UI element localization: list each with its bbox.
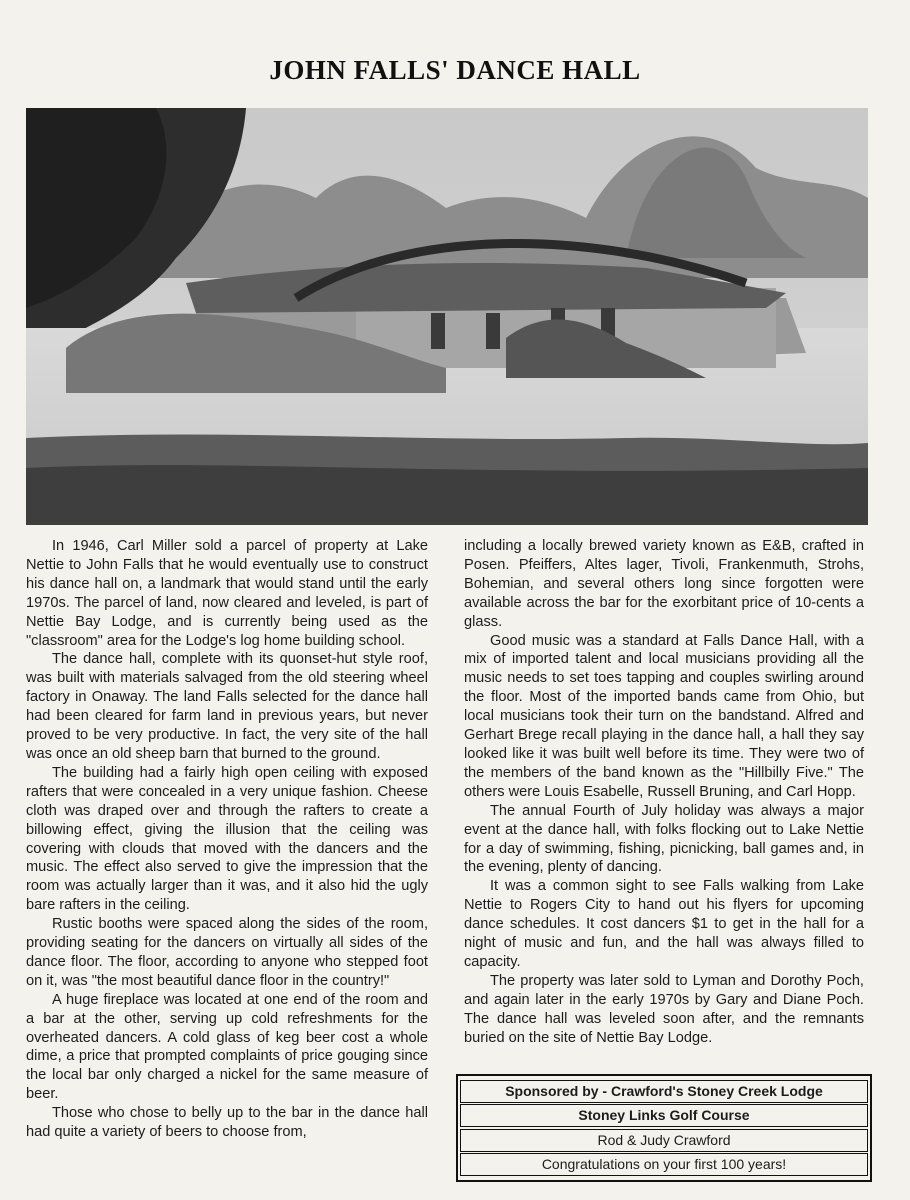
sponsor-line: Congratulations on your first 100 years!	[460, 1153, 868, 1176]
sponsor-box	[456, 1074, 872, 1182]
paragraph: It was a common sight to see Falls walking from Lake Nettie to Rogers City to hand out his flyers for upcoming dance schedules. It cost dancers $1 to get in the hall for a night of music and fun, and the hall was always filled to capacity.	[464, 878, 864, 970]
sponsor-line: Stoney Links Golf Course	[460, 1104, 868, 1127]
photo-image	[26, 108, 868, 525]
paragraph: The annual Fourth of July holiday was always a major event at the dance hall, with folks flocking out to Lake Nettie for a day of swimming, fishing, picnicking, ball games and, in the evening, plenty of dancing.	[464, 802, 864, 876]
paragraph-continued: including a locally brewed variety known as E&B, crafted in Posen. Pfeiffers, Altes lager, Tivoli, Frankenmuth, Strohs, Bohemian, and several others long since forgotten were available across the bar for the exorbitant price of 10-cents a glass.	[464, 538, 864, 630]
paragraph: The building had a fairly high open ceiling with exposed rafters that were concealed in a very unique fashion. Cheese cloth was draped over and through the rafters to create a billowing effect, giving the illusion that the ceiling was covering with clouds that moved with the dancers and the music. The effect also served to give the impression that the room was actually larger than it was, and it also hid the ugly bare rafters in the ceiling.	[26, 764, 428, 914]
paragraph: In 1946, Carl Miller sold a parcel of property at Lake Nettie to John Falls that he would eventually use to construct his dance hall on, a landmark that would stand until the early 1970s. The parcel of land, now cleared and leveled, is part of Nettie Bay Lodge, and is currently being used as the "classroom" area for the Lodge's log home building school.	[26, 538, 428, 649]
page-title: JOHN FALLS' DANCE HALL	[269, 55, 641, 85]
text-column-left	[26, 537, 428, 1142]
paragraph: Rustic booths were spaced along the sides of the room, providing seating for the dancers on virtually all sides of the dance floor. The floor, according to anyone who stepped foot on it, was "the most beautiful dance floor in the country!"	[26, 916, 428, 989]
paragraph: A huge fireplace was located at one end of the room and a bar at the other, serving up cold refreshments for the overheated dancers. A cold glass of keg beer cost a whole dime, a price that prompted complaints of price gouging since the local bar only charged a nickel for the same measure of beer.	[26, 991, 428, 1103]
sponsor-line: Rod & Judy Crawford	[460, 1129, 868, 1152]
paragraph: Good music was a standard at Falls Dance Hall, with a mix of imported talent and local musicians providing all the music needs to set toes tapping and couples swirling around the floor. Most of the imported bands came from Ohio, but local musicians took their turn on the bandstand. Alfred and Gerhart Brege recall playing in the dance hall, a hall they say looked like it was built well before its time. They were two of the members of the band known as the "Hillbilly Five." The others were Louis Esabelle, Russell Bruning, and Carl Hopp.	[464, 632, 864, 800]
paragraph: Those who chose to belly up to the bar in the dance hall had quite a variety of beers to choose from,	[26, 1105, 428, 1141]
dance-hall-photo	[26, 108, 868, 525]
paragraph: The property was later sold to Lyman and Dorothy Poch, and again later in the early 1970s by Gary and Diane Poch. The dance hall was leveled soon after, and the remnants buried on the site of Nettie Bay Lodge.	[464, 972, 864, 1046]
text-column-right	[464, 537, 864, 1047]
sponsor-line: Sponsored by - Crawford's Stoney Creek Lodge	[460, 1080, 868, 1103]
paragraph: The dance hall, complete with its quonset-hut style roof, was built with materials salvaged from the old steering wheel factory in Onaway. The land Falls selected for the dance hall had been cleared for farm land in previous years, but never proved to be very productive. In fact, the very site of the hall was once an old sheep barn that burned to the ground.	[26, 651, 428, 762]
